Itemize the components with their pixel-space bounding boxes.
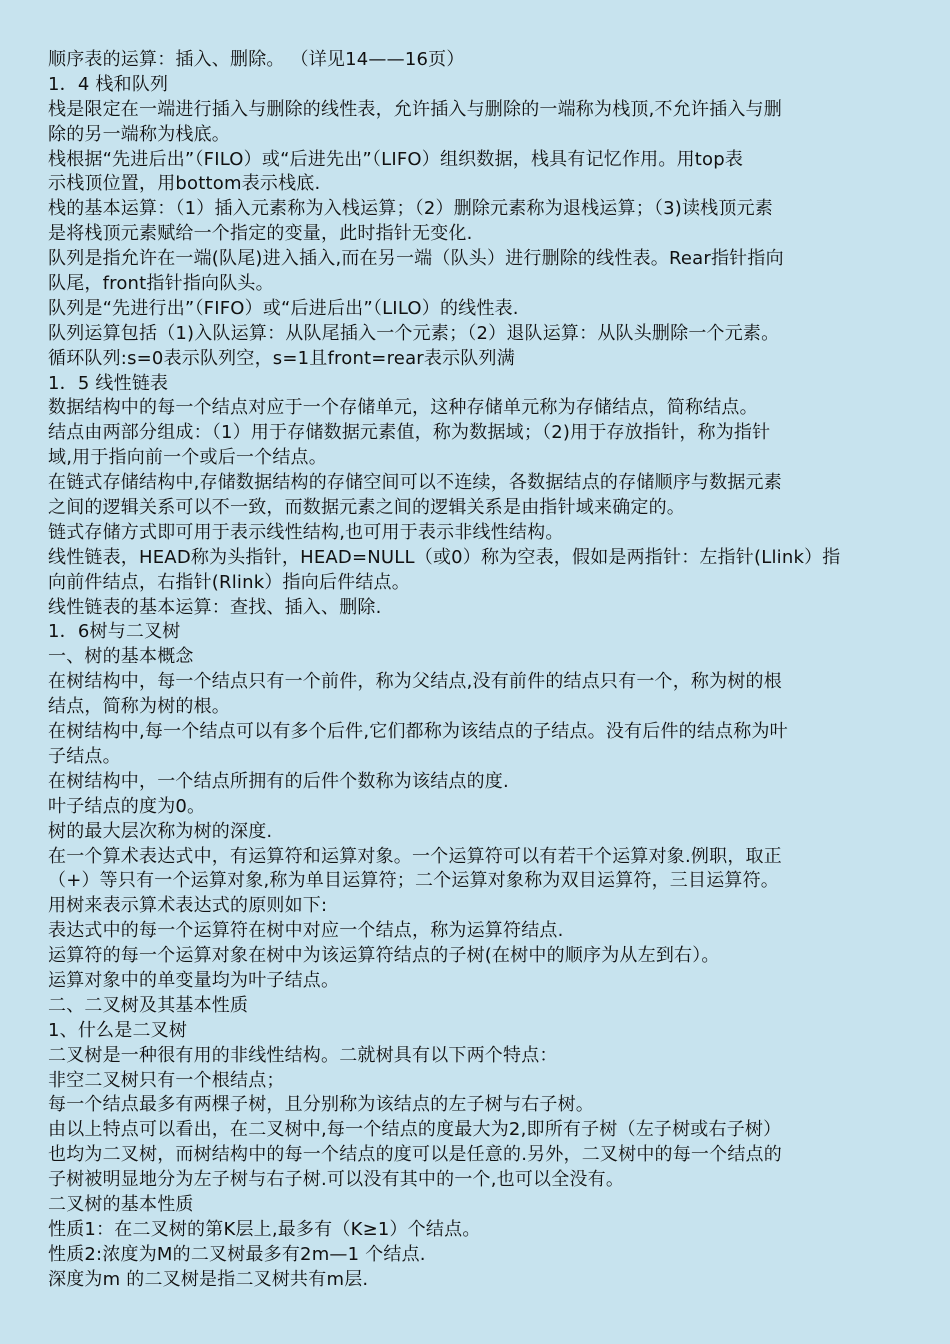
text-line: 二叉树是一种很有用的非线性结构。二就树具有以下两个特点：: [48, 1044, 558, 1066]
text-line: 性质1：在二叉树的第K层上,最多有（K≥1）个结点。: [48, 1218, 481, 1240]
text-line: 在一个算术表达式中，有运算符和运算对象。一个运算符可以有若干个运算对象.例职，取正: [48, 845, 782, 867]
text-line: 1．4 栈和队列: [48, 73, 169, 95]
text-line: 运算对象中的单变量均为叶子结点。: [48, 969, 340, 991]
text-line: 二、二叉树及其基本性质: [48, 994, 249, 1016]
document-body: [48, 48, 908, 1293]
text-line: 结点由两部分组成：（1）用于存储数据元素值，称为数据域；（2)用于存放指针，称为指针: [48, 422, 771, 444]
text-line: 栈是限定在一端进行插入与删除的线性表，允许插入与删除的一端称为栈顶,不允许插入与删: [48, 98, 782, 120]
text-line: 在树结构中,每一个结点可以有多个后件,它们都称为该结点的子结点。没有后件的结点称为叶: [48, 721, 788, 743]
text-line: 表达式中的每一个运算符在树中对应一个结点，称为运算符结点.: [48, 920, 564, 942]
text-line: 在链式存储结构中,存储数据结构的存储空间可以不连续，各数据结点的存储顺序与数据元素: [48, 472, 782, 494]
text-line: 域,用于指向前一个或后一个结点。: [48, 447, 327, 469]
text-line: 非空二叉树只有一个根结点；: [48, 1069, 285, 1091]
text-line: 队列是“先进行出”（FIFO）或“后进后出”（LILO）的线性表.: [48, 297, 519, 319]
text-line: 向前件结点，右指针(Rlink）指向后件结点。: [48, 571, 410, 593]
text-line: 线性链表的基本运算：查找、插入、删除.: [48, 596, 382, 618]
text-line: 1、什么是二叉树: [48, 1019, 188, 1041]
text-line: 顺序表的运算：插入、删除。 （详见14——16页）: [48, 49, 465, 70]
text-line: 除的另一端称为栈底。: [48, 123, 230, 145]
text-line: 也均为二叉树，而树结构中的每一个结点的度可以是任意的.另外，二叉树中的每一个结点的: [48, 1144, 782, 1166]
text-line: 是将栈顶元素赋给一个指定的变量，此时指针无变化.: [48, 223, 473, 245]
text-line: 性质2:浓度为M的二叉树最多有2m—1 个结点.: [48, 1243, 426, 1265]
text-line: 栈根据“先进后出”（FILO）或“后进先出”（LIFO）组织数据，栈具有记忆作用。用top表: [48, 148, 744, 170]
text-line: 栈的基本运算：（1）插入元素称为入栈运算；（2）删除元素称为退栈运算；（3)读栈顶元素: [48, 198, 773, 220]
text-line: 线性链表，HEAD称为头指针，HEAD=NULL（或0）称为空表，假如是两指针：左指针(Llink）指: [48, 546, 841, 568]
text-line: 叶子结点的度为0。: [48, 795, 206, 817]
text-line: 树的最大层次称为树的深度.: [48, 820, 273, 842]
text-line: 深度为m 的二叉树是指二叉树共有m层.: [48, 1268, 369, 1290]
text-line: 运算符的每一个运算对象在树中为该运算符结点的子树(在树中的顺序为从左到右）。: [48, 945, 720, 967]
text-line: 链式存储方式即可用于表示线性结构,也可用于表示非线性结构。: [48, 521, 564, 543]
text-line: 结点，简称为树的根。: [48, 696, 230, 718]
text-line: 数据结构中的每一个结点对应于一个存储单元，这种存储单元称为存储结点，简称结点。: [48, 397, 758, 419]
text-line: 队尾，front指针指向队头。: [48, 273, 274, 295]
text-line: 用树来表示算术表达式的原则如下:: [48, 895, 328, 917]
text-line: 子结点。: [48, 745, 121, 767]
text-line: 每一个结点最多有两棵子树，且分别称为该结点的左子树与右子树。: [48, 1094, 594, 1116]
text-line: 队列是指允许在一端(队尾)进入插入,而在另一端（队头）进行删除的线性表。Rear指针指向: [48, 248, 784, 270]
text-line: 1．6树与二叉树: [48, 621, 181, 643]
text-line: 1．5 线性链表: [48, 372, 169, 394]
text-line: 由以上特点可以看出，在二叉树中,每一个结点的度最大为2,即所有子树（左子树或右子树）: [48, 1119, 782, 1141]
text-line: （+）等只有一个运算对象,称为单目运算符；二个运算对象称为双目运算符，三目运算符。: [48, 870, 779, 892]
text-line: 循环队列:s=0表示队列空，s=1且front=rear表示队列满: [48, 347, 515, 369]
text-line: 一、树的基本概念: [48, 646, 194, 668]
text-line: 之间的逻辑关系可以不一致，而数据元素之间的逻辑关系是由指针域来确定的。: [48, 497, 685, 519]
text-line: 队列运算包括（1)入队运算：从队尾插入一个元素；（2）退队运算：从队头删除一个元素。: [48, 322, 780, 344]
text-line: 二叉树的基本性质: [48, 1193, 194, 1215]
text-line: 子树被明显地分为左子树与右子树.可以没有其中的一个,也可以全没有。: [48, 1169, 625, 1191]
text-line: 在树结构中，每一个结点只有一个前件，称为父结点,没有前件的结点只有一个，称为树的根: [48, 671, 782, 693]
text-line: 示栈顶位置，用bottom表示栈底.: [48, 173, 321, 195]
text-line: 在树结构中，一个结点所拥有的后件个数称为该结点的度.: [48, 770, 509, 792]
